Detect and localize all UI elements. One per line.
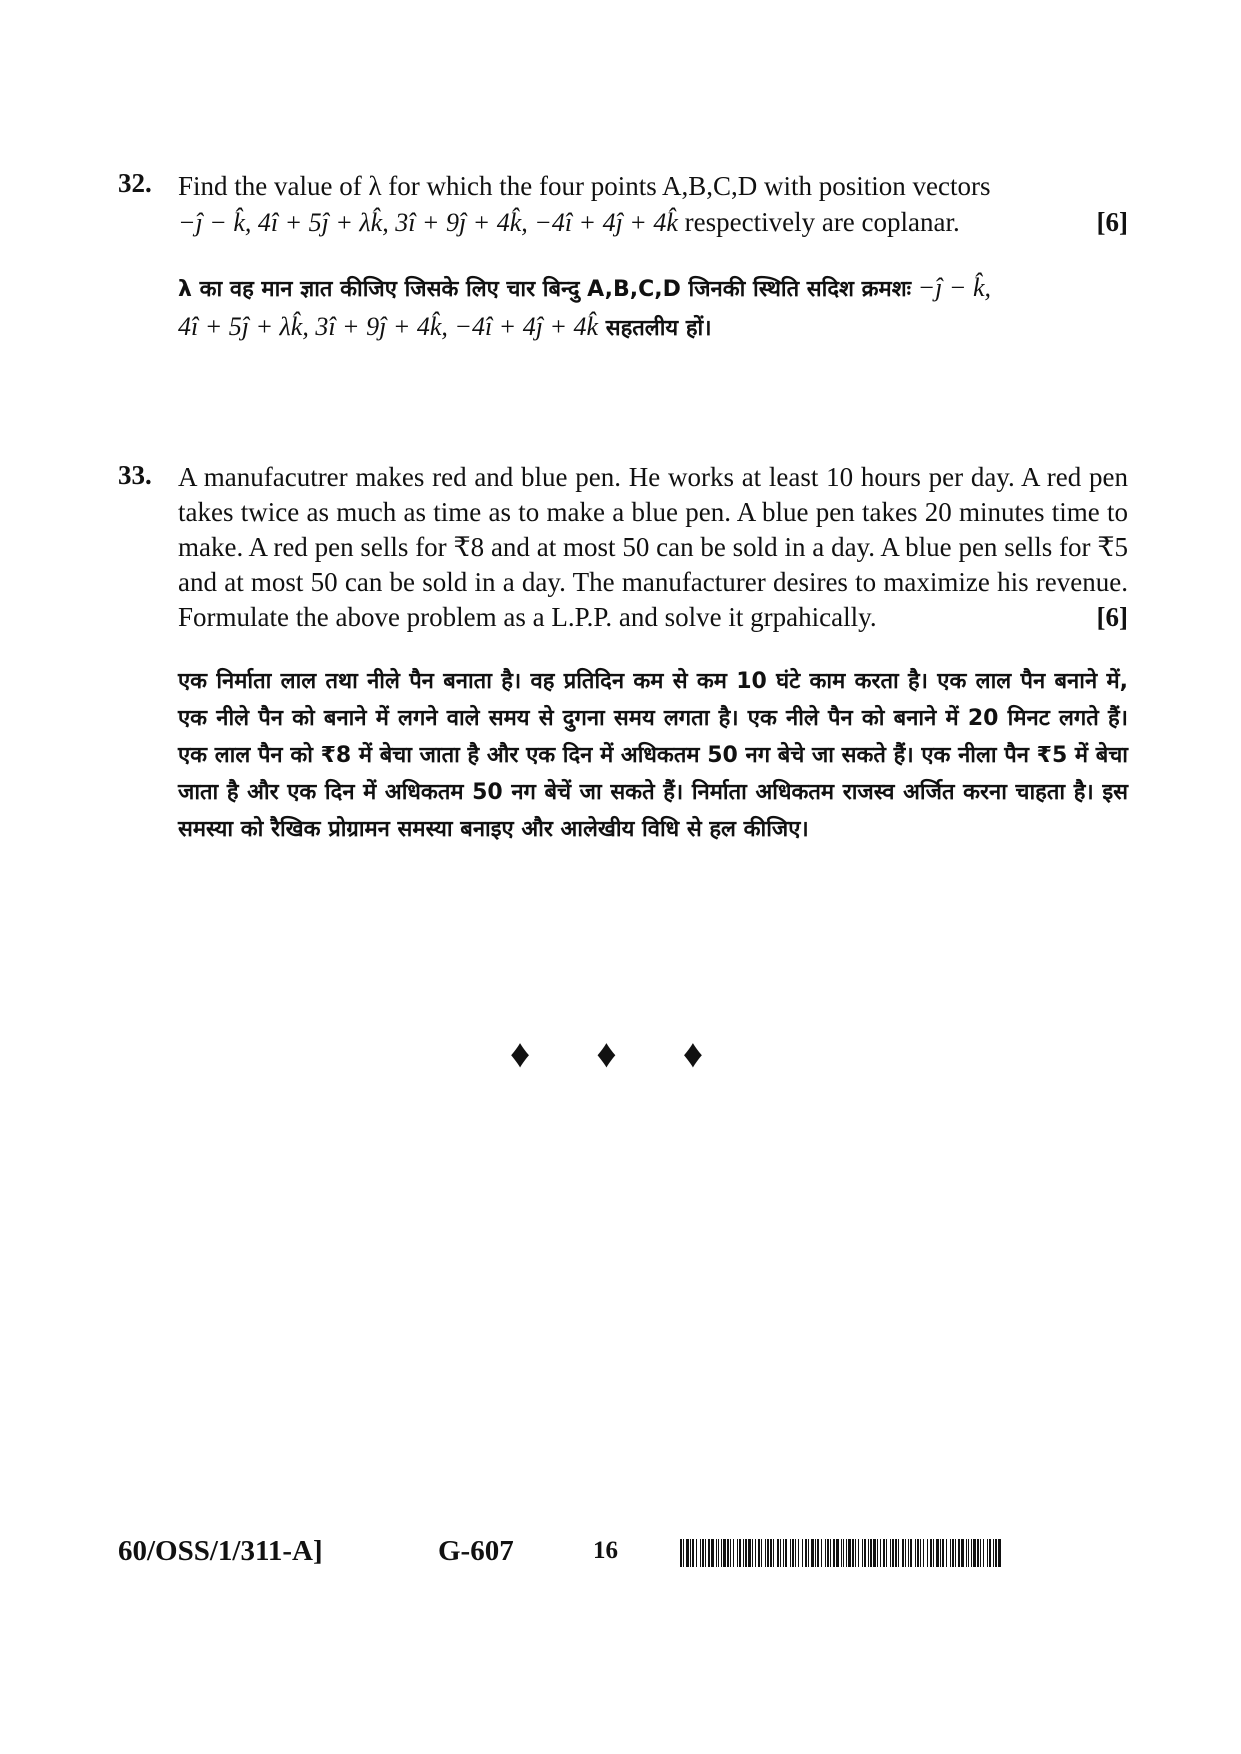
page-number: 16 [593, 1537, 618, 1564]
barcode [680, 1539, 1006, 1567]
question-text: Find the value of λ for which the four points A,B,C,D with position vectors [178, 171, 991, 201]
question-text-tail: respectively are coplanar. [677, 207, 960, 237]
footer [118, 1535, 1128, 1575]
question-number: 33. [118, 460, 152, 490]
question-text-hi: एक निर्माता लाल तथा नीले पैन बनाता है। वह प्रतिदिन कम से कम 10 घंटे काम करता है। एक लाल पैन बनाने में, एक नीले पैन को बनाने में लगने वाले समय से दुगना समय लगता है। एक नीले पैन को बनाने में 20 मिनट लगते हैं। एक लाल पैन को ₹8 में बेचा जाता है और एक दिन में अधिकतम 50 नग बेचे जा सकते हैं। एक नीला पैन ₹5 में बेचा जाता है और एक दिन में अधिकतम 50 नग बेचें जा सकते हैं। निर्माता अधिकतम राजस्व अर्जित करना चाहता है। इस समस्या को रैखिक प्रोग्रामन समस्या बनाइए और आलेखीय विधि से हल कीजिए। [178, 669, 1128, 842]
end-marks: ♦ ♦ ♦ [509, 1031, 732, 1076]
hindi-math: −ĵ − k̂, [911, 273, 991, 302]
paper-code: 60/OSS/1/311-A] [118, 1535, 323, 1567]
marks: [6] [1096, 207, 1128, 237]
hindi-text: λ का वह मान ज्ञात कीजिए जिसके लिए चार बिन्दु A,B,C,D जिनकी स्थिति सदिश क्रमशः [178, 277, 912, 302]
series-code: G-607 [438, 1535, 514, 1567]
position-vectors: −ĵ − k̂, 4î + 5ĵ + λk̂, 3î + 9ĵ + 4k̂, −4î + 4ĵ + 4k̂ [178, 208, 678, 237]
question-33 [118, 460, 1128, 848]
hindi-math: 4î + 5ĵ + λk̂, 3î + 9ĵ + 4k̂, −4î + 4ĵ + 4k̂ [178, 312, 599, 341]
hindi-text: सहतलीय हों। [598, 316, 712, 341]
question-32 [118, 168, 1128, 347]
question-text-en [178, 168, 1128, 241]
question-text: A manufacutrer makes red and blue pen. He works at least 10 hours per day. A red pen takes twice as much as time as to make a blue pen. A blue pen takes 20 minutes time to make. A red pen sells for ₹8 and at most 50 can be sold in a day. A blue pen sells for ₹5 and at most 50 can be sold in a day. The manufacturer desires to maximize his revenue. Formulate the above problem as a L.P.P. and solve it grpahically. [178, 462, 1128, 632]
question-text-hi [178, 269, 1128, 347]
question-text-en [178, 460, 1128, 635]
question-number: 32. [118, 168, 152, 198]
marks: [6] [1096, 602, 1128, 632]
barcode-bar [998, 1539, 1001, 1567]
